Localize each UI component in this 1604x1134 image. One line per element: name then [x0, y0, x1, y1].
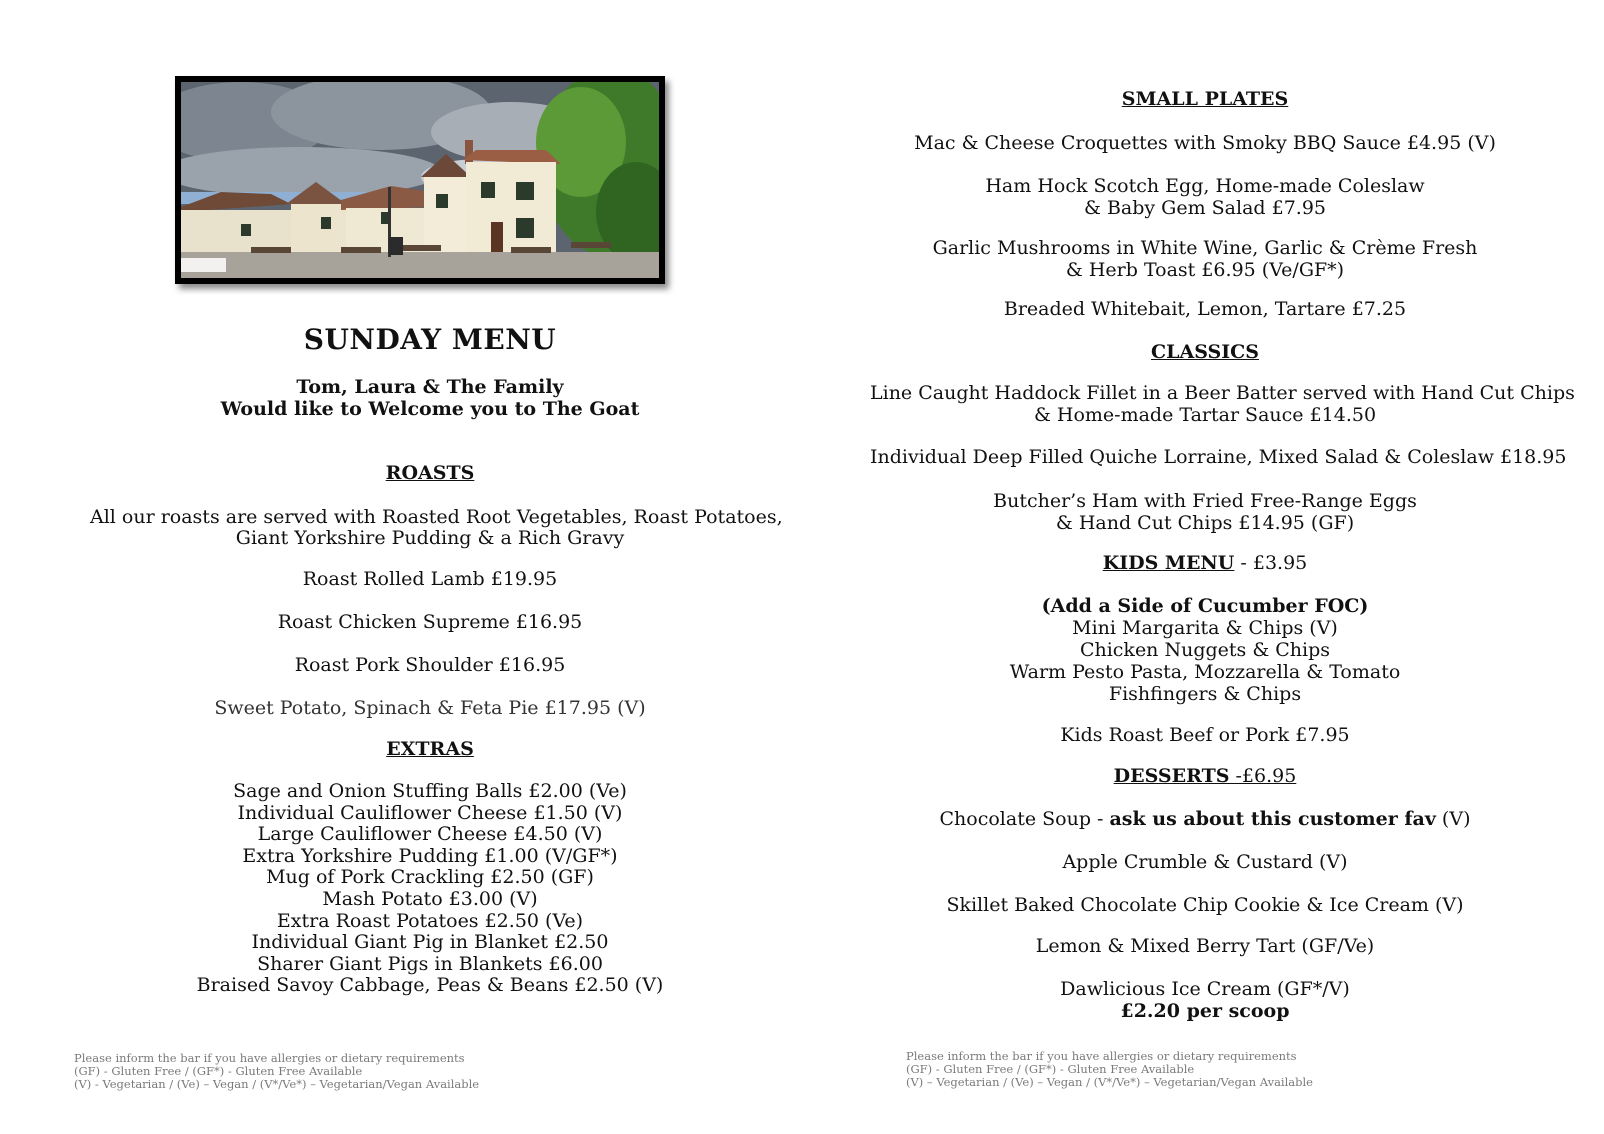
desserts-heading: DESSERTS: [1113, 765, 1230, 787]
kids-roast: [870, 724, 1540, 746]
pub-photo: [175, 76, 665, 284]
dessert-soup-b: ask us about this customer fav: [1109, 808, 1436, 830]
small-plate-text: & Baby Gem Salad £7.95: [1084, 197, 1326, 219]
roast-item-text: Sweet Potato, Spinach & Feta Pie £17.95 (V): [214, 697, 646, 719]
classic-item: [870, 382, 1575, 426]
welcome-line: Tom, Laura & The Family: [296, 376, 564, 398]
dessert-text: Skillet Baked Chocolate Chip Cookie & Ice Cream (V): [946, 894, 1464, 916]
small-plates-heading: SMALL PLATES: [1121, 88, 1289, 110]
kids-item: Fishfingers & Chips: [1108, 683, 1302, 705]
roasts-intro-line: All our roasts are served with Roasted Root Vegetables, Roast Potatoes,: [90, 506, 783, 528]
extras-item: Individual Giant Pig in Blanket £2.50: [251, 931, 609, 954]
roast-item: [90, 568, 770, 590]
dessert-soup-c: (V): [1435, 808, 1471, 830]
extras-item: Individual Cauliflower Cheese £1.50 (V): [237, 801, 623, 824]
kids-roast-text: Kids Roast Beef or Pork £7.95: [1060, 724, 1350, 746]
classics-heading: CLASSICS: [1151, 341, 1259, 363]
small-plate-item: [870, 237, 1540, 281]
extras-item: Sharer Giant Pigs in Blankets £6.00: [257, 952, 603, 975]
classic-text: & Hand Cut Chips £14.95 (GF): [1055, 512, 1355, 534]
roasts-intro-line: Giant Yorkshire Pudding & a Rich Gravy: [235, 527, 625, 549]
dessert-item: [870, 851, 1540, 873]
footnote-line: (GF) - Gluten Free / (GF*) - Gluten Free Available: [74, 1064, 363, 1078]
roast-item: [90, 611, 770, 633]
kids-item: Mini Margarita & Chips (V): [1072, 617, 1338, 639]
roast-item: [90, 697, 770, 719]
extras-item: Mug of Pork Crackling £2.50 (GF): [266, 866, 594, 889]
classic-item: [870, 446, 1567, 468]
extras-item: Braised Savoy Cabbage, Peas & Beans £2.50 (V): [196, 974, 664, 997]
dessert-item: [870, 894, 1540, 916]
kids-item: Warm Pesto Pasta, Mozzarella & Tomato: [1009, 661, 1401, 683]
extras-list: [90, 781, 770, 997]
dessert-text: Dawlicious Ice Cream (GF*/V): [1060, 978, 1350, 1000]
kids-heading-block: [870, 552, 1540, 574]
classic-text: Individual Deep Filled Quiche Lorraine, Mixed Salad & Coleslaw £18.95: [870, 446, 1567, 468]
kids-list: [870, 595, 1540, 705]
classic-text: & Home-made Tartar Sauce £14.50: [1033, 404, 1377, 426]
dessert-item: [870, 808, 1540, 830]
small-plate-item: [870, 132, 1540, 154]
welcome-block: [90, 376, 770, 420]
small-plate-text: & Herb Toast £6.95 (Ve/GF*): [1065, 259, 1345, 281]
desserts-price: -£6.95: [1229, 765, 1297, 787]
roast-item-text: Roast Rolled Lamb £19.95: [302, 568, 558, 590]
menu-title: SUNDAY MENU: [303, 323, 557, 356]
extras-item: Sage and Onion Stuffing Balls £2.00 (Ve): [233, 780, 627, 802]
dessert-text: Apple Crumble & Custard (V): [1062, 851, 1348, 873]
roast-item: [90, 654, 770, 676]
allergy-footnote-left: [74, 1052, 479, 1091]
roast-item-text: Roast Pork Shoulder £16.95: [294, 654, 566, 676]
menu-title-block: [90, 324, 770, 356]
classic-text: Line Caught Haddock Fillet in a Beer Batter served with Hand Cut Chips: [870, 382, 1575, 404]
classics-heading-block: [870, 341, 1540, 363]
footnote-line: (GF) - Gluten Free / (GF*) - Gluten Free Available: [906, 1062, 1195, 1076]
kids-item: Chicken Nuggets & Chips: [1079, 639, 1331, 661]
small-plate-item: [870, 298, 1540, 320]
roast-item-text: Roast Chicken Supreme £16.95: [277, 611, 583, 633]
extras-item: Mash Potato £3.00 (V): [322, 887, 538, 910]
allergy-footnote-right: [906, 1050, 1313, 1089]
roasts-heading: ROASTS: [385, 462, 475, 484]
kids-price: - £3.95: [1234, 552, 1308, 574]
extras-item: Large Cauliflower Cheese £4.50 (V): [257, 823, 603, 846]
footnote-line: (V) – Vegetarian / (Ve) – Vegan / (V*/Ve*) – Vegetarian/Vegan Available: [906, 1075, 1313, 1089]
dessert-item: [870, 978, 1540, 1022]
footnote-line: Please inform the bar if you have allergies or dietary requirements: [74, 1051, 465, 1065]
small-plate-text: Breaded Whitebait, Lemon, Tartare £7.25: [1003, 298, 1407, 320]
kids-heading: KIDS MENU: [1102, 552, 1235, 574]
small-plate-text: Mac & Cheese Croquettes with Smoky BBQ Sauce £4.95 (V): [914, 132, 1496, 154]
small-plates-heading-block: [870, 88, 1540, 110]
dessert-scoop-price: £2.20 per scoop: [1120, 1000, 1290, 1022]
extras-item: Extra Yorkshire Pudding £1.00 (V/GF*): [242, 844, 618, 867]
small-plate-text: Garlic Mushrooms in White Wine, Garlic & Crème Fresh: [932, 237, 1478, 259]
dessert-item: [870, 935, 1540, 957]
extras-item: Extra Roast Potatoes £2.50 (Ve): [276, 909, 584, 932]
roasts-heading-block: [90, 462, 770, 484]
small-plate-item: [870, 175, 1540, 219]
pub-photo-illustration: [181, 82, 659, 278]
classic-text: Butcher’s Ham with Fried Free-Range Eggs: [993, 490, 1417, 512]
footnote-line: Please inform the bar if you have allergies or dietary requirements: [906, 1049, 1297, 1063]
small-plate-text: Ham Hock Scotch Egg, Home-made Coleslaw: [985, 175, 1425, 197]
classic-item: [870, 490, 1540, 534]
welcome-line: Would like to Welcome you to The Goat: [220, 398, 640, 420]
roasts-intro: [90, 506, 783, 549]
extras-heading: EXTRAS: [386, 738, 474, 760]
kids-note: (Add a Side of Cucumber FOC): [1041, 595, 1369, 617]
dessert-text: Lemon & Mixed Berry Tart (GF/Ve): [1035, 935, 1375, 957]
footnote-line: (V) - Vegetarian / (Ve) – Vegan / (V*/Ve*) – Vegetarian/Vegan Available: [74, 1077, 480, 1091]
desserts-heading-block: [870, 765, 1540, 787]
dessert-soup-a: Chocolate Soup -: [939, 808, 1110, 830]
extras-heading-block: [90, 738, 770, 760]
